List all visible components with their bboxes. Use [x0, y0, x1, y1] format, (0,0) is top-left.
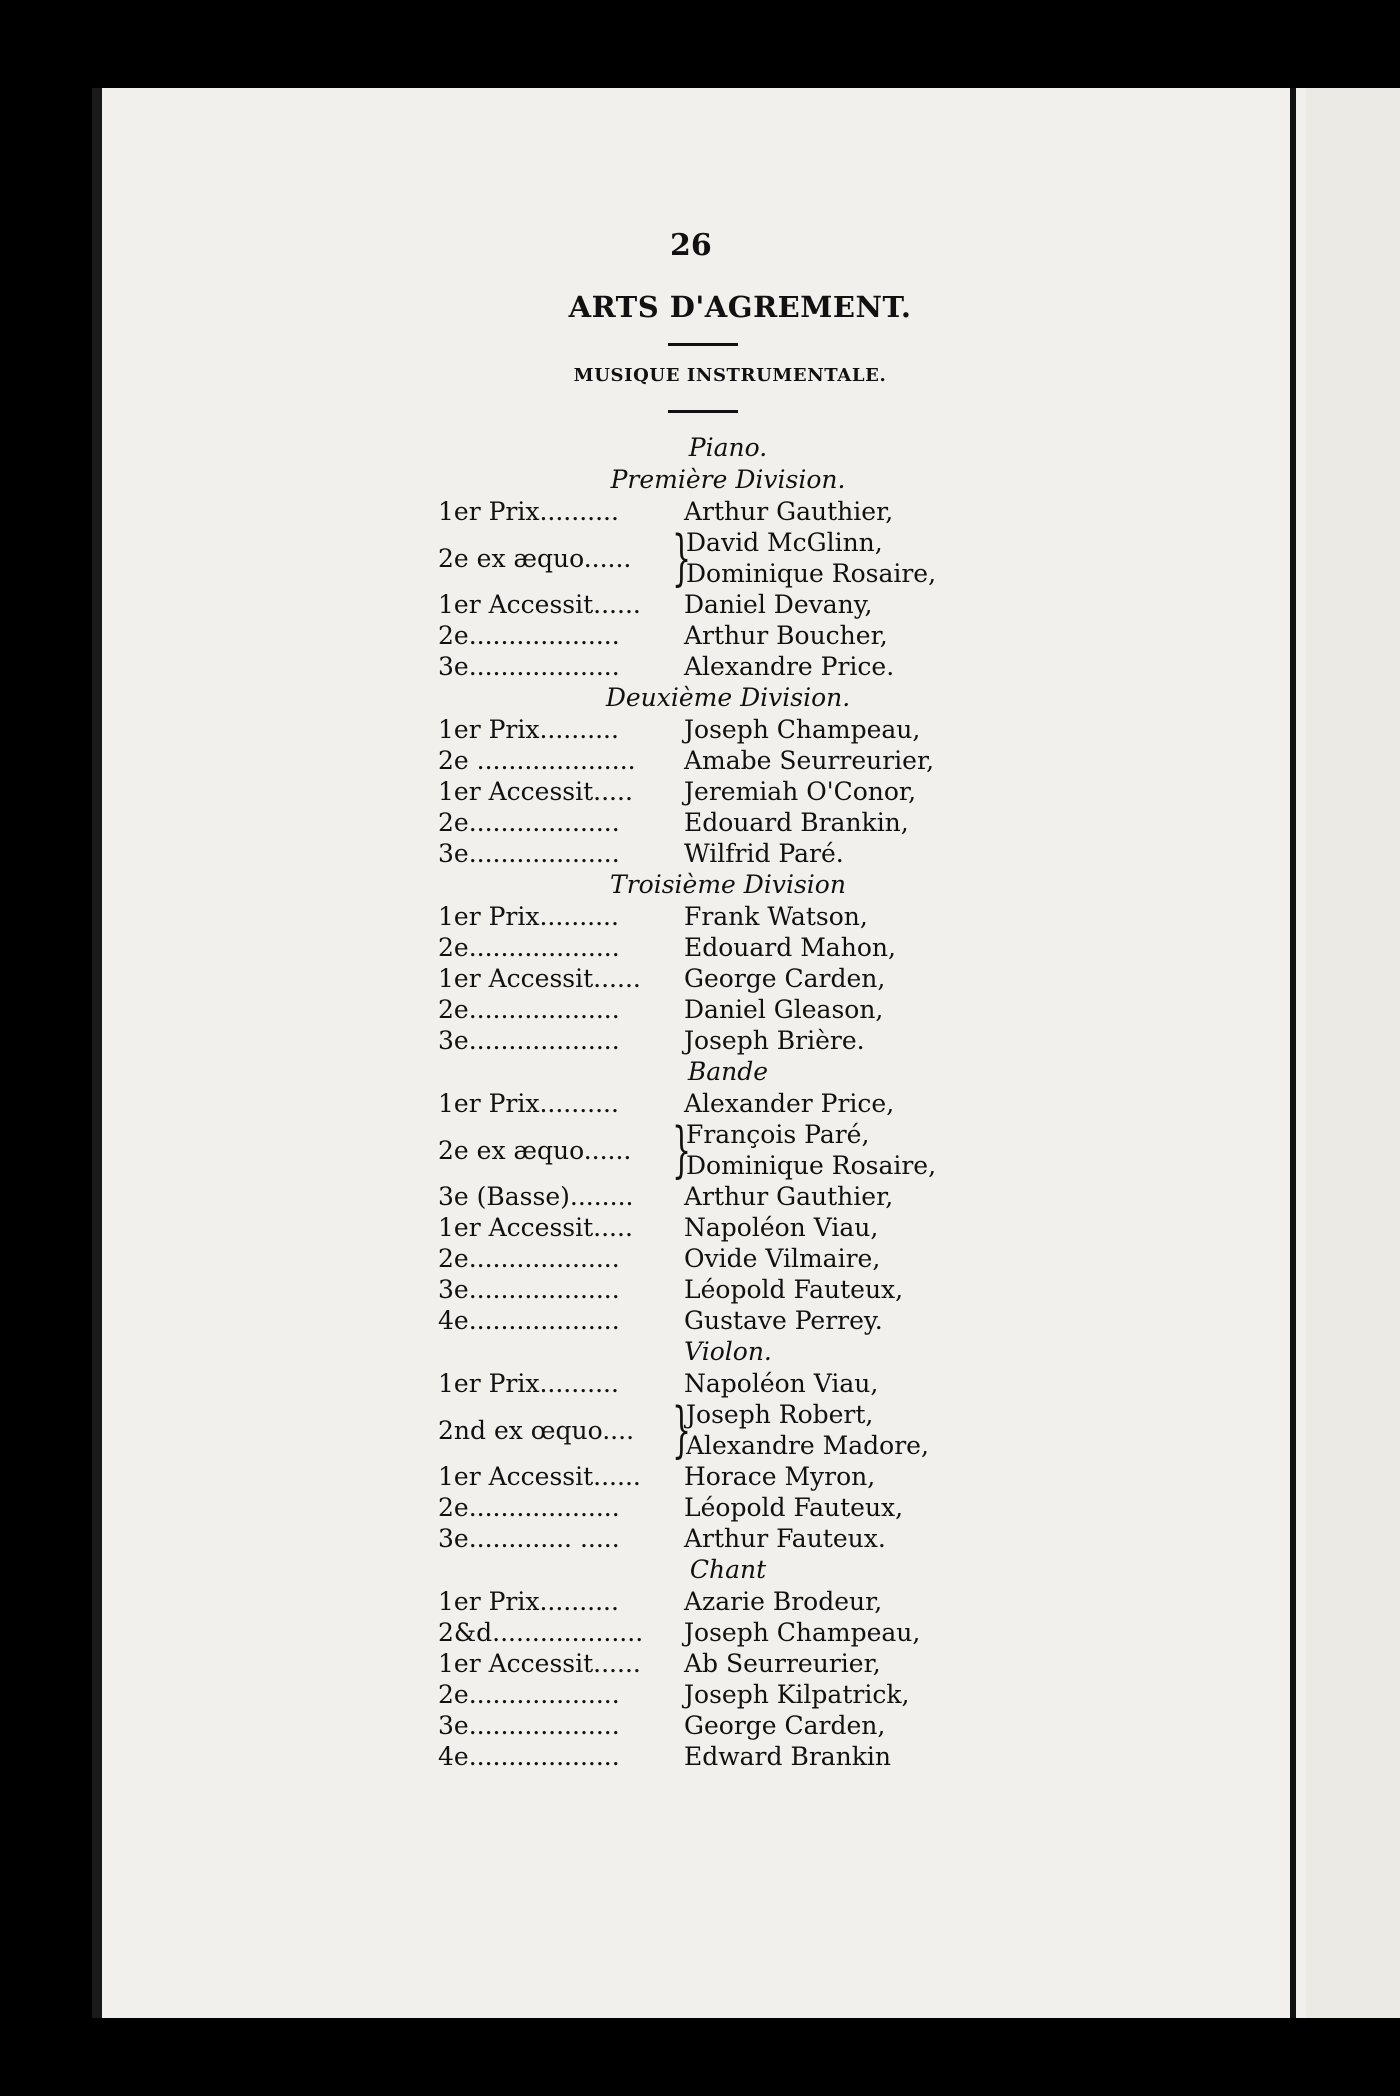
prize-rank: 1er Accessit......: [438, 590, 641, 619]
brace-icon: }: [672, 1395, 692, 1465]
winner-name: Arthur Boucher,: [684, 621, 888, 650]
prize-entry: [438, 1741, 958, 1772]
winner-name: Napoléon Viau,: [684, 1369, 879, 1398]
winner-names: [684, 1461, 875, 1492]
prize-rank: 1er Prix..........: [438, 497, 619, 526]
prize-rank: 2e...................: [438, 621, 620, 650]
winner-names: [684, 1088, 894, 1119]
prize-rank: 4e...................: [438, 1742, 620, 1771]
winner-name: Edward Brankin: [684, 1742, 892, 1771]
section-heading: Bande: [687, 1057, 769, 1086]
prize-entry: [438, 1212, 958, 1243]
winner-name: Alexander Price,: [684, 1089, 895, 1118]
winner-names: [684, 1368, 878, 1399]
winner-names: [684, 1492, 903, 1523]
winner-names: [686, 1119, 936, 1181]
winner-names: [684, 745, 934, 776]
prize-rank: 2e ex æquo......: [438, 543, 632, 573]
page-title: ARTS D'AGREMENT.: [568, 290, 912, 324]
winner-names: [684, 1710, 885, 1741]
heading-rule-bottom: [668, 410, 738, 413]
winner-names: [684, 1679, 909, 1710]
winner-names: [684, 994, 883, 1025]
prize-rank: 3e...................: [438, 1711, 620, 1740]
prize-entry: [438, 807, 958, 838]
winner-names: [684, 1025, 865, 1056]
winner-names: [684, 901, 868, 932]
winner-name: Dominique Rosaire,: [686, 559, 937, 588]
prize-entry: [438, 1648, 958, 1679]
winner-names: [684, 932, 896, 963]
winner-names: [684, 963, 885, 994]
prize-rank: 3e...................: [438, 839, 620, 868]
prize-entry: [438, 1586, 958, 1617]
winner-names: [684, 807, 909, 838]
prize-rank: 2e...................: [438, 808, 620, 837]
winner-name: Arthur Gauthier,: [684, 1182, 894, 1211]
winner-name: Joseph Champeau,: [684, 715, 921, 744]
prize-rank: 1er Prix..........: [438, 1089, 619, 1118]
winner-name: François Paré,: [686, 1120, 870, 1149]
winner-names: [684, 838, 844, 869]
section-heading: Chant: [689, 1555, 767, 1584]
winner-name: Frank Watson,: [684, 902, 868, 931]
winner-names: [686, 1399, 929, 1461]
winner-names: [684, 620, 888, 651]
prize-entry: [438, 1710, 958, 1741]
prize-list: [438, 432, 958, 1772]
winner-name: Horace Myron,: [684, 1462, 876, 1491]
prize-rank: 3e...................: [438, 1026, 620, 1055]
prize-entry: [438, 1368, 958, 1399]
winner-name: Alexandre Madore,: [686, 1431, 929, 1460]
winner-names: [684, 1586, 882, 1617]
winner-name: Joseph Champeau,: [684, 1618, 921, 1647]
prize-entry: [438, 1115, 958, 1185]
winner-name: Léopold Fauteux,: [684, 1493, 904, 1522]
prize-rank: 1er Accessit......: [438, 1462, 641, 1491]
winner-name: Alexandre Price.: [684, 652, 895, 681]
section-heading: Troisième Division: [610, 870, 846, 899]
prize-entry: [438, 651, 958, 682]
winner-names: [684, 1243, 880, 1274]
section-heading: Piano.: [688, 433, 768, 462]
winner-name: Joseph Kilpatrick,: [684, 1680, 910, 1709]
winner-names: [684, 1305, 883, 1336]
prize-entry: [438, 1523, 958, 1554]
prize-entry: [438, 496, 958, 527]
winner-name: Ovide Vilmaire,: [684, 1244, 881, 1273]
winner-name: Arthur Fauteux.: [684, 1524, 886, 1553]
prize-rank: 1er Accessit.....: [438, 777, 633, 806]
winner-name: Jeremiah O'Conor,: [684, 777, 917, 806]
winner-names: [684, 496, 893, 527]
prize-entry: [438, 589, 958, 620]
prize-entry: [438, 745, 958, 776]
winner-name: Dominique Rosaire,: [686, 1151, 937, 1180]
winner-names: [684, 1212, 878, 1243]
winner-name: Wilfrid Paré.: [684, 839, 844, 868]
prize-rank: 2e...................: [438, 1493, 620, 1522]
section-heading: Première Division.: [610, 465, 846, 494]
winner-name: Daniel Devany,: [684, 590, 873, 619]
prize-entry: [438, 1305, 958, 1336]
winner-name: Léopold Fauteux,: [684, 1275, 904, 1304]
prize-rank: 2&d...................: [438, 1618, 644, 1647]
winner-name: George Carden,: [684, 964, 886, 993]
section-subtitle: MUSIQUE INSTRUMENTALE.: [573, 365, 887, 386]
prize-rank: 1er Prix..........: [438, 1369, 619, 1398]
winner-names: [684, 1648, 881, 1679]
winner-names: [684, 589, 873, 620]
prize-entry: [438, 1395, 958, 1465]
prize-entry: [438, 901, 958, 932]
prize-entry: [438, 1274, 958, 1305]
prize-rank: 2nd ex œquo....: [438, 1415, 635, 1445]
prize-rank: 1er Accessit......: [438, 964, 641, 993]
winner-names: [684, 1274, 903, 1305]
prize-entry: [438, 1025, 958, 1056]
winner-names: [684, 651, 894, 682]
prize-entry: [438, 1181, 958, 1212]
winner-names: [686, 527, 936, 589]
prize-rank: 1er Prix..........: [438, 902, 619, 931]
prize-entry: [438, 1088, 958, 1119]
winner-name: Edouard Mahon,: [684, 933, 896, 962]
section-heading: Deuxième Division.: [605, 683, 851, 712]
prize-rank: 3e...................: [438, 652, 620, 681]
brace-icon: }: [672, 523, 692, 593]
winner-name: George Carden,: [684, 1711, 886, 1740]
winner-name: Edouard Brankin,: [684, 808, 909, 837]
winner-names: [684, 1617, 920, 1648]
prize-rank: 2e...................: [438, 933, 620, 962]
winner-names: [684, 1181, 893, 1212]
prize-rank: 2e ....................: [438, 746, 636, 775]
winner-names: [684, 776, 916, 807]
page-number: 26: [670, 228, 712, 263]
heading-rule-top: [668, 343, 738, 346]
winner-name: Napoléon Viau,: [684, 1213, 879, 1242]
winner-name: Gustave Perrey.: [684, 1306, 883, 1335]
prize-rank: 1er Prix..........: [438, 1587, 619, 1616]
winner-name: Ab Seurreurier,: [684, 1649, 881, 1678]
prize-entry: [438, 994, 958, 1025]
winner-name: Azarie Brodeur,: [684, 1587, 883, 1616]
prize-entry: [438, 1461, 958, 1492]
prize-entry: [438, 620, 958, 651]
winner-name: David McGlinn,: [686, 528, 883, 557]
prize-entry: [438, 1243, 958, 1274]
prize-rank: 3e............. .....: [438, 1524, 620, 1553]
prize-rank: 4e...................: [438, 1306, 620, 1335]
winner-name: Joseph Brière.: [684, 1026, 865, 1055]
winner-name: Joseph Robert,: [686, 1400, 874, 1429]
prize-rank: 1er Prix..........: [438, 715, 619, 744]
prize-rank: 1er Accessit.....: [438, 1213, 633, 1242]
brace-icon: }: [672, 1115, 692, 1185]
winner-names: [684, 714, 920, 745]
prize-entry: [438, 838, 958, 869]
winner-name: Daniel Gleason,: [684, 995, 884, 1024]
prize-entry: [438, 932, 958, 963]
prize-entry: [438, 1492, 958, 1523]
prize-rank: 3e...................: [438, 1275, 620, 1304]
prize-rank: 2e...................: [438, 1244, 620, 1273]
prize-rank: 1er Accessit......: [438, 1649, 641, 1678]
prize-entry: [438, 714, 958, 745]
winner-name: Amabe Seurreurier,: [684, 746, 935, 775]
section-heading: Violon.: [684, 1337, 772, 1366]
prize-entry: [438, 523, 958, 593]
prize-entry: [438, 776, 958, 807]
prize-rank: 2e...................: [438, 1680, 620, 1709]
prize-rank: 3e (Basse)........: [438, 1182, 634, 1211]
prize-rank: 2e...................: [438, 995, 620, 1024]
prize-rank: 2e ex æquo......: [438, 1135, 632, 1165]
prize-entry: [438, 963, 958, 994]
prize-entry: [438, 1679, 958, 1710]
winner-names: [684, 1741, 891, 1772]
winner-names: [684, 1523, 886, 1554]
winner-name: Arthur Gauthier,: [684, 497, 894, 526]
prize-entry: [438, 1617, 958, 1648]
